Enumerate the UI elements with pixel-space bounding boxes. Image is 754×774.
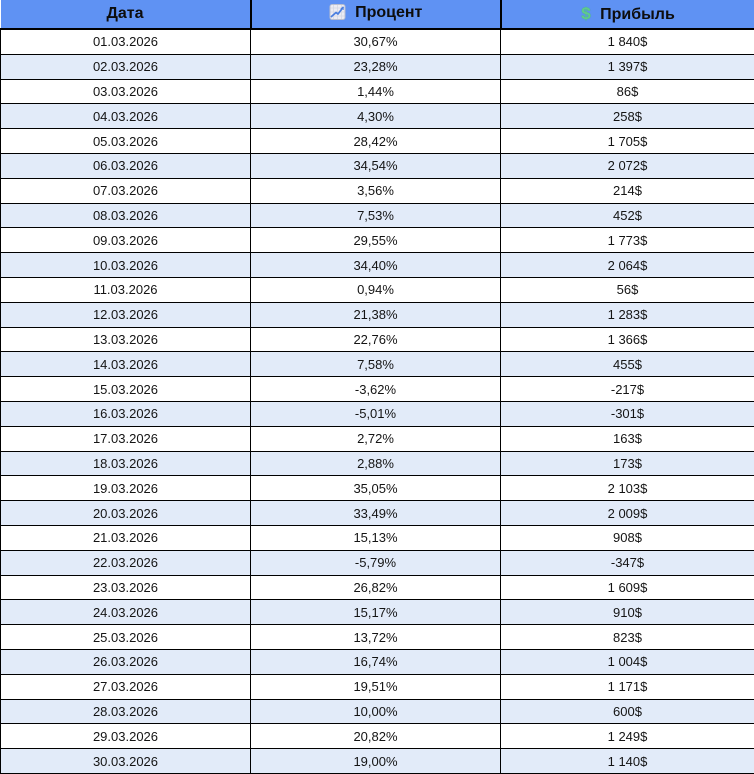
date-cell: 09.03.2026 <box>1 228 251 253</box>
percent-cell: 34,54% <box>251 153 501 178</box>
date-cell: 11.03.2026 <box>1 277 251 302</box>
column-header-profit-label: Прибыль <box>600 6 675 23</box>
profit-cell: 163$ <box>501 426 754 451</box>
table-row <box>1 129 754 154</box>
profit-cell: 452$ <box>501 203 754 228</box>
date-cell: 21.03.2026 <box>1 525 251 550</box>
percent-cell: 19,51% <box>251 674 501 699</box>
date-cell: 13.03.2026 <box>1 327 251 352</box>
profit-cell: 258$ <box>501 104 754 129</box>
table-row <box>1 575 754 600</box>
percent-cell: 10,00% <box>251 699 501 724</box>
profit-cell: 1 140$ <box>501 749 754 774</box>
percent-cell: 7,53% <box>251 203 501 228</box>
percent-cell: 21,38% <box>251 302 501 327</box>
table-row <box>1 649 754 674</box>
date-cell: 17.03.2026 <box>1 426 251 451</box>
date-cell: 27.03.2026 <box>1 674 251 699</box>
date-cell: 08.03.2026 <box>1 203 251 228</box>
column-header-date <box>1 0 251 29</box>
date-cell: 03.03.2026 <box>1 79 251 104</box>
percent-cell: 16,74% <box>251 649 501 674</box>
table-row <box>1 600 754 625</box>
date-cell: 16.03.2026 <box>1 401 251 426</box>
table-row <box>1 625 754 650</box>
dollar-icon: $ <box>581 4 590 24</box>
percent-cell: 13,72% <box>251 625 501 650</box>
date-cell: 30.03.2026 <box>1 749 251 774</box>
table-row <box>1 104 754 129</box>
percent-cell: 35,05% <box>251 476 501 501</box>
profit-cell: 1 705$ <box>501 129 754 154</box>
table-body <box>1 29 754 773</box>
profit-cell: 2 064$ <box>501 253 754 278</box>
table-row <box>1 352 754 377</box>
table-row <box>1 29 754 54</box>
table-row <box>1 327 754 352</box>
date-cell: 26.03.2026 <box>1 649 251 674</box>
percent-cell: 20,82% <box>251 724 501 749</box>
percent-cell: 30,67% <box>251 29 501 54</box>
date-cell: 07.03.2026 <box>1 178 251 203</box>
column-header-profit <box>501 0 754 29</box>
percent-cell: 1,44% <box>251 79 501 104</box>
profit-cell: 56$ <box>501 277 754 302</box>
percent-cell: 2,88% <box>251 451 501 476</box>
profit-cell: 600$ <box>501 699 754 724</box>
table-row <box>1 178 754 203</box>
table-row <box>1 253 754 278</box>
percent-cell: 2,72% <box>251 426 501 451</box>
table-row <box>1 54 754 79</box>
profit-cell: 1 249$ <box>501 724 754 749</box>
table-row <box>1 426 754 451</box>
column-header-percent <box>251 0 501 29</box>
table-row <box>1 674 754 699</box>
profit-cell: -301$ <box>501 401 754 426</box>
date-cell: 02.03.2026 <box>1 54 251 79</box>
column-header-percent-label: Процент <box>355 4 422 21</box>
table-row <box>1 749 754 774</box>
table-row <box>1 277 754 302</box>
date-cell: 10.03.2026 <box>1 253 251 278</box>
profit-cell: 2 009$ <box>501 501 754 526</box>
date-cell: 04.03.2026 <box>1 104 251 129</box>
percent-cell: 29,55% <box>251 228 501 253</box>
table-row <box>1 203 754 228</box>
date-cell: 24.03.2026 <box>1 600 251 625</box>
percent-cell: 19,00% <box>251 749 501 774</box>
profit-cell: 86$ <box>501 79 754 104</box>
profit-cell: 173$ <box>501 451 754 476</box>
profit-cell: 214$ <box>501 178 754 203</box>
profit-cell: 910$ <box>501 600 754 625</box>
percent-cell: 15,17% <box>251 600 501 625</box>
table-row <box>1 79 754 104</box>
table-row <box>1 724 754 749</box>
date-cell: 06.03.2026 <box>1 153 251 178</box>
date-cell: 22.03.2026 <box>1 550 251 575</box>
percent-cell: 22,76% <box>251 327 501 352</box>
table-row <box>1 699 754 724</box>
percent-cell: -5,79% <box>251 550 501 575</box>
percent-cell: 15,13% <box>251 525 501 550</box>
profit-cell: 1 609$ <box>501 575 754 600</box>
profit-cell: 1 773$ <box>501 228 754 253</box>
percent-cell: 26,82% <box>251 575 501 600</box>
profit-cell: 1 004$ <box>501 649 754 674</box>
profit-cell: 2 072$ <box>501 153 754 178</box>
date-cell: 23.03.2026 <box>1 575 251 600</box>
profit-cell: 1 283$ <box>501 302 754 327</box>
date-cell: 29.03.2026 <box>1 724 251 749</box>
date-cell: 19.03.2026 <box>1 476 251 501</box>
date-cell: 05.03.2026 <box>1 129 251 154</box>
percent-cell: 28,42% <box>251 129 501 154</box>
percent-cell: 34,40% <box>251 253 501 278</box>
date-cell: 12.03.2026 <box>1 302 251 327</box>
table-row <box>1 550 754 575</box>
date-cell: 15.03.2026 <box>1 377 251 402</box>
profit-cell: 1 171$ <box>501 674 754 699</box>
percent-cell: 0,94% <box>251 277 501 302</box>
profit-cell: 908$ <box>501 525 754 550</box>
date-cell: 18.03.2026 <box>1 451 251 476</box>
date-cell: 01.03.2026 <box>1 29 251 54</box>
table-row <box>1 228 754 253</box>
profit-cell: -217$ <box>501 377 754 402</box>
percent-cell: -5,01% <box>251 401 501 426</box>
percent-cell: 3,56% <box>251 178 501 203</box>
profit-cell: 1 366$ <box>501 327 754 352</box>
table-row <box>1 153 754 178</box>
table-row <box>1 401 754 426</box>
date-cell: 28.03.2026 <box>1 699 251 724</box>
date-cell: 14.03.2026 <box>1 352 251 377</box>
date-cell: 25.03.2026 <box>1 625 251 650</box>
date-cell: 20.03.2026 <box>1 501 251 526</box>
column-header-date-label: Дата <box>106 5 143 22</box>
percent-cell: -3,62% <box>251 377 501 402</box>
percent-cell: 7,58% <box>251 352 501 377</box>
table-row <box>1 525 754 550</box>
table-row <box>1 451 754 476</box>
percent-cell: 4,30% <box>251 104 501 129</box>
table-header-row <box>1 0 754 29</box>
profit-cell: 455$ <box>501 352 754 377</box>
profit-cell: -347$ <box>501 550 754 575</box>
table-row <box>1 501 754 526</box>
profit-cell: 2 103$ <box>501 476 754 501</box>
percent-cell: 33,49% <box>251 501 501 526</box>
profit-cell: 823$ <box>501 625 754 650</box>
profit-cell: 1 397$ <box>501 54 754 79</box>
percent-cell: 23,28% <box>251 54 501 79</box>
profit-cell: 1 840$ <box>501 29 754 54</box>
table-row <box>1 302 754 327</box>
table-row <box>1 377 754 402</box>
table-row <box>1 476 754 501</box>
chart-increasing-icon <box>329 4 346 25</box>
